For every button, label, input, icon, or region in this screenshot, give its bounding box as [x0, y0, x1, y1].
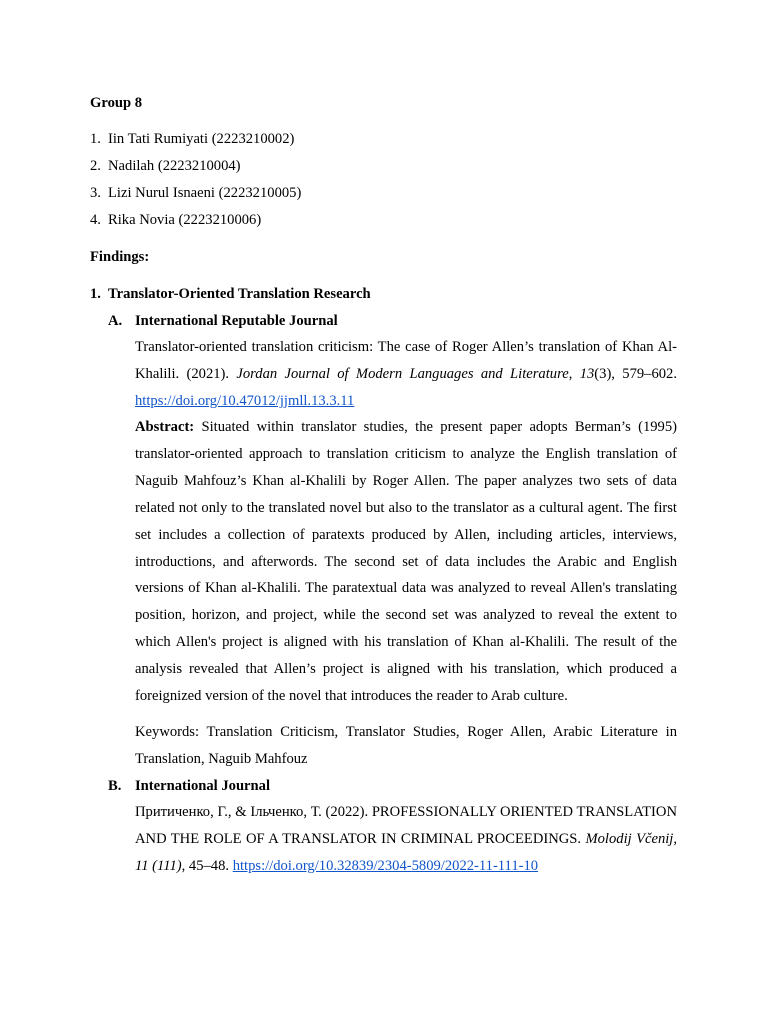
journal-issue-pages: (3), 579–602.: [594, 365, 677, 382]
member-item: Rika Novia (2223210006): [108, 212, 262, 228]
doi-link[interactable]: https://doi.org/10.32839/2304-5809/2022-11-111-10: [232, 857, 539, 874]
member-item: Nadilah (2223210004): [108, 158, 241, 174]
citation-text: Translator-oriented translation criticism: The case of Roger Allen’s translation of Khan Al-Khalili. (2021).: [135, 339, 677, 382]
journal-pages: , 45–48.: [181, 857, 233, 874]
doi-link[interactable]: https://doi.org/10.47012/jjmll.13.3.11: [135, 392, 355, 409]
member-number: 3.: [90, 185, 101, 201]
subsection-letter-a: A.: [108, 313, 123, 329]
subsection-title-b: International Journal: [135, 778, 271, 794]
abstract-a: [135, 414, 677, 710]
subsection-title-a: International Reputable Journal: [135, 313, 338, 329]
citation-b: [135, 799, 677, 880]
section-title: Translator-Oriented Translation Research: [108, 286, 371, 302]
section-number: 1.: [90, 286, 101, 302]
member-item: Lizi Nurul Isnaeni (2223210005): [108, 185, 302, 201]
journal-name: Jordan Journal of Modern Languages and Literature: [236, 365, 569, 382]
group-heading: Group 8: [90, 95, 143, 111]
member-item: Iin Tati Rumiyati (2223210002): [108, 131, 295, 147]
journal-name: Molodij Včenij, 11 (111): [135, 830, 677, 874]
citation-separator: ,: [568, 365, 580, 382]
citation-text: Притиченко, Г., & Ільченко, Т. (2022). PROFESSIONALLY ORIENTED TRANSLATION AND THE ROLE OF A TRANSLATOR IN CRIMINAL PROCEEDINGS.: [135, 804, 677, 847]
keywords-a: Keywords: Translation Criticism, Translator Studies, Roger Allen, Arabic Literature in Translation, Naguib Mahfouz: [135, 724, 677, 767]
citation-a: [135, 334, 677, 415]
journal-volume: 13: [579, 365, 595, 382]
findings-label: Findings:: [90, 249, 150, 265]
subsection-letter-b: B.: [108, 778, 122, 794]
abstract-text: Situated within translator studies, the present paper adopts Berman’s (1995) translator-oriented approach to translation criticism to analyze the English translation of Naguib Mahfouz’s Khan al-Khalili by Roger Allen. The paper analyzes two sets of data related not only to the translated novel but also to the translator as a cultural agent. The first set includes a collection of paratexts produced by Allen, including articles, interviews, introductions, and afterwords. The second set of data includes the Arabic and English versions of Khan al-Khalili. The paratextual data was analyzed to reveal Allen's translating position, horizon, and project, while the second set was analyzed to reveal the extent to which Allen's project is aligned with his translation of Khan al-Khalili. The result of the analysis revealed that Allen’s project is aligned with his translation, which produced a foreignized version of the novel that introduces the reader to Arab culture.: [135, 419, 677, 705]
member-number: 1.: [90, 131, 101, 147]
abstract-label: Abstract:: [135, 419, 195, 435]
member-number: 4.: [90, 212, 101, 228]
member-number: 2.: [90, 158, 101, 174]
